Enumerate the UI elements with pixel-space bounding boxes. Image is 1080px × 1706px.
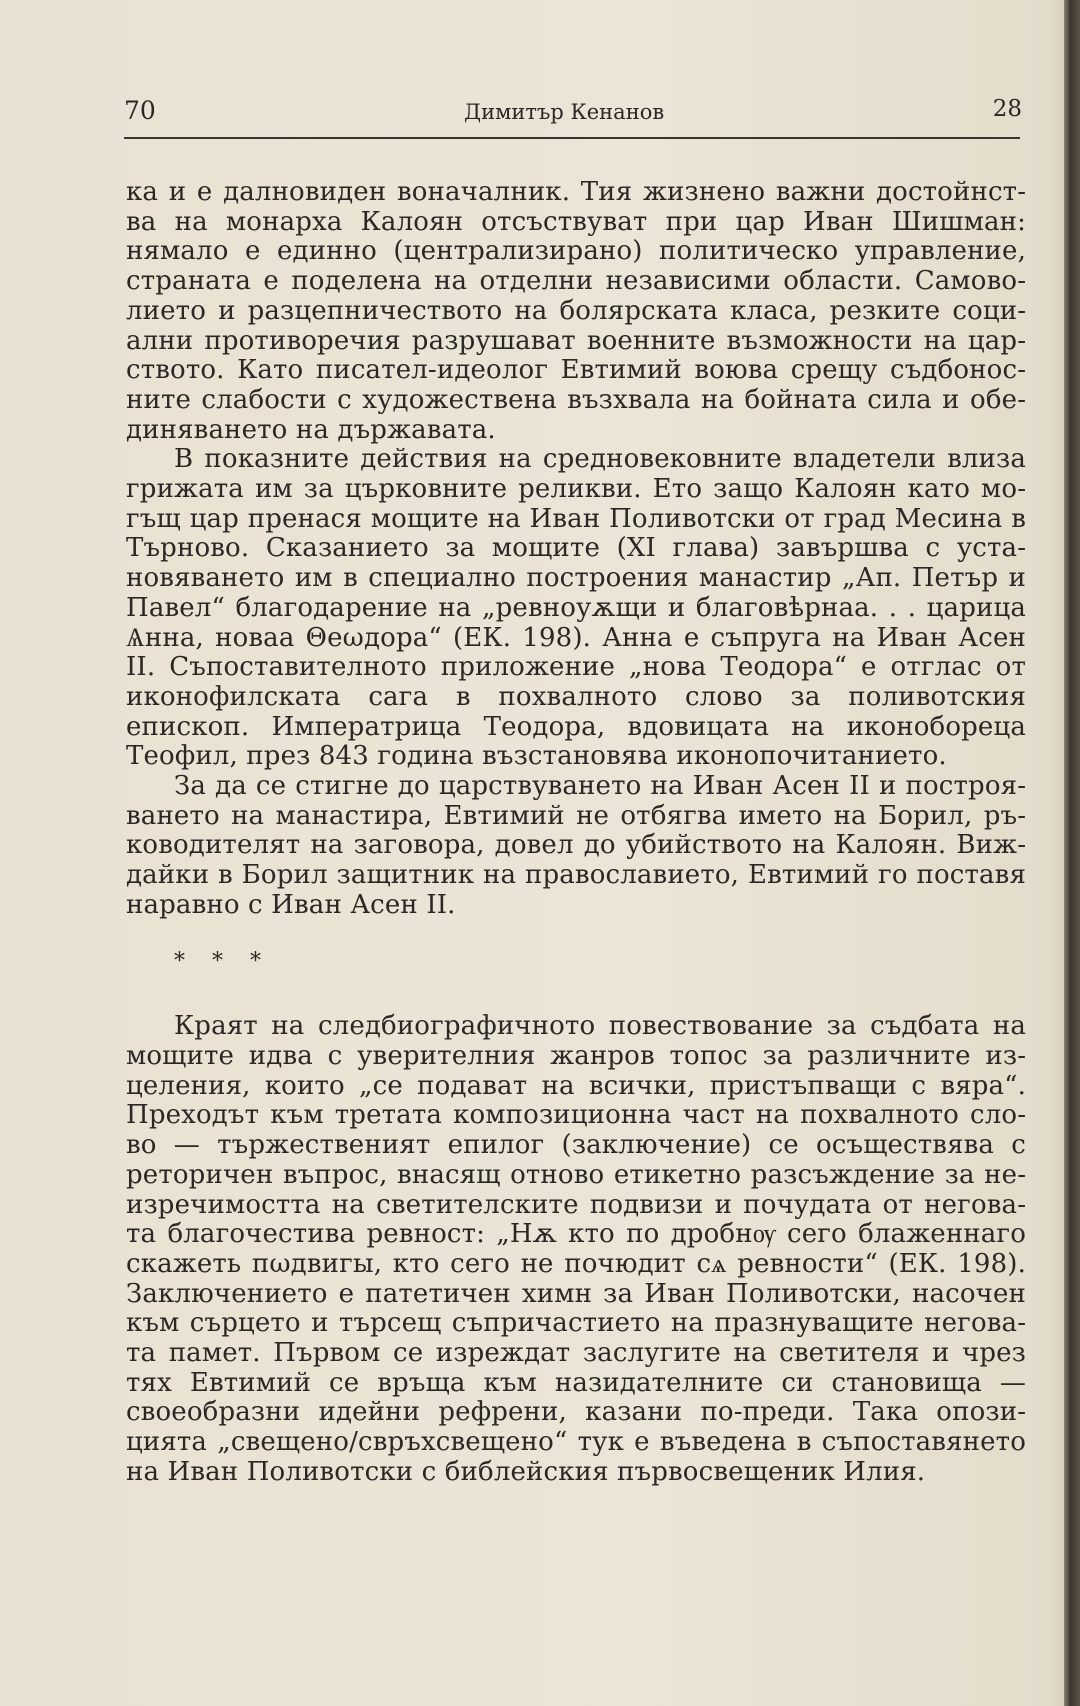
paragraph-4: Краят на следбиографичното повествование за съдбата на мощите идва с уверителния жанров топос за различните изцеления, които „се подават на всички, пристъпващи с вяра“. Преходът към третата композиционна част на похвалното слово — тържественият епилог (заключение) се осъществява с реторичен въпрос, внасящ отново етикетно разсъждение за неизречимостта на светителските подвизи и почудата от неговата благочестива ревност: „Нѫ кто по дробнѹ сего блаженнаго скажеть пωдвигы, кто сего не почюдит сѧ ревности“ (ЕК. 198). Заключението е патетичен химн за Иван Поливотски, насочен към сърцето и търсещ съпричастието на празнуващите неговата памет. Първом се изреждат заслугите на светителя и чрез тях Евтимий се връща към назидателните си становища — своеобразни идейни рефрени, казани по-преди. Така опозицията „свещено/свръхсвещено“ тук е въведена в съпоставянето на Иван Поливотски с библейския първосвещеник Илия. (126, 1011, 1026, 1487)
paragraph-3: За да се стигне до царствуването на Иван Асен II и построяването на манастира, Евтимий не отбягва името на Борил, ръководителят на заговора, довел до убийството на Калоян. Виждайки в Борил защитник на православието, Евтимий го поставя наравно с Иван Асен II. (126, 771, 1026, 920)
paragraph-2: В показните действия на средновековните владетели влиза грижата им за църковните реликви. Ето защо Калоян като могъщ цар пренася мощите на Иван Поливотски от град Месина в Търново. Сказанието за мощите (XI глава) завършва с установяването им в специално построения манастир „Ап. Петър и Павел“ благодарение на „ревноуѫщи и благовѣрнаа. . . царица Ѧнна, новаа Θеωдора“ (ЕК. 198). Анна е съпруга на Иван Асен II. Съпоставителното приложение „нова Теодора“ е отглас от иконофилската сага в похвалното слово за поливотския епископ. Императрица Теодора, вдовицата на иконобореца Теофил, през 843 година възстановява иконопочитанието. (126, 444, 1026, 772)
running-head-author: Димитър Кенанов (464, 100, 665, 124)
page-number-left: 70 (124, 96, 156, 125)
page-header (124, 96, 1030, 136)
section-separator: * * * (174, 948, 271, 974)
book-spine-shadow (1064, 0, 1080, 1706)
body-text (126, 178, 1026, 1488)
paragraph-1: ка и е далновиден воначалник. Тия жизнено важни достойнства на монарха Калоян отсъствуват при цар Иван Шишман: нямало е единно (централизирано) политическо управление, страната е поделена на отделни независими области. Самоволието и разцепничеството на болярската класа, резките социални противоречия разрушават военните възможности на царството. Като писател-идеолог Евтимий воюва срещу съдбоносните слабости с художествена възхвала на бойната сила и обединяването на държавата. (126, 177, 1026, 445)
page-number-right: 28 (992, 96, 1022, 122)
header-rule (124, 137, 1020, 139)
